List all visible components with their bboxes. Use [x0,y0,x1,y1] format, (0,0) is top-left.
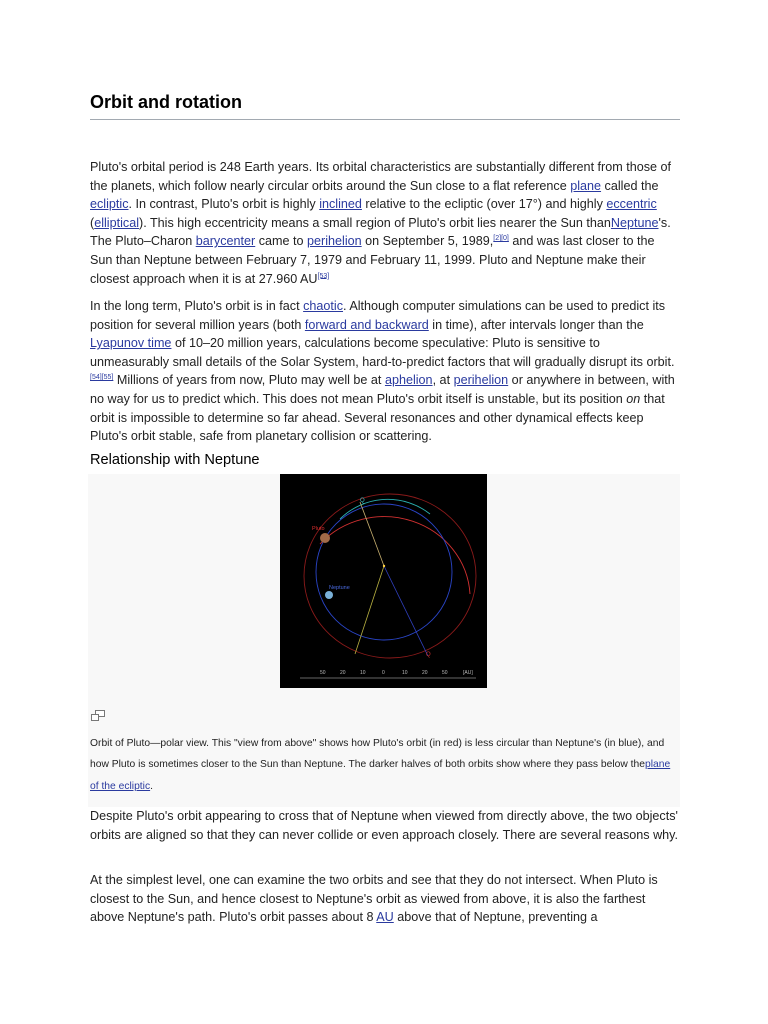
scale-tick-label: 20 [340,670,346,676]
link-chaotic[interactable]: chaotic [303,299,344,313]
link-au[interactable]: AU [376,910,394,925]
text: that orbit is impossible to determine so far ahead. Several resonances and other dynamical effects keep Pluto's orbit stable, safe from planetary collision or scattering. [90,391,665,444]
link-aphelion[interactable]: aphelion [384,373,433,388]
text: 's. The Pluto–Charon [90,215,671,249]
reference-link[interactable]: [53] [317,272,330,280]
text: of 10–20 million years, calculations become speculative: Pluto is sensitive to unmeasurably small details of the Solar System, hard-to-predict factors that will gradually disrupt its orbit. [90,336,675,369]
pluto-label: Pluto [312,526,325,532]
scale-tick-label: 0 [382,670,385,676]
paragraph-orbits-aligned: Despite Pluto's orbit appearing to cross that of Neptune when viewed from directly above, the two objects' orbits are aligned so that they can never collide or even approach closely. There are several reasons why. [90,809,679,842]
text: . In contrast, Pluto's orbit is highly [128,197,320,212]
text: In the long term, Pluto's orbit is in fact [90,299,304,313]
text: called the [601,178,659,193]
link-plane[interactable]: plane [570,178,602,193]
link-perihelion[interactable]: perihelion [453,373,509,388]
text: above that of Neptune, preventing a [393,910,598,925]
neptune-body [325,591,333,599]
scale-tick-label: 10 [360,670,366,676]
text: ( [90,215,95,230]
neptune-label: Neptune [329,585,350,591]
paragraph-orbital-period [90,158,680,288]
link-plane-of-the-ecliptic[interactable]: plane of the ecliptic [90,759,671,792]
reference-marker [318,272,330,279]
sun-marker [383,565,385,567]
link-perihelion[interactable]: perihelion [307,234,362,249]
text: and was last closer to the Sun than Neptune between February 7, 1979 and February 11, 1999. Pluto and Neptune make their closest approach when it is at 27.960 AU [90,234,655,286]
paragraph-chaotic-orbit [90,297,680,446]
text: Millions of years from now, Pluto may well be at [113,373,385,388]
pluto-body [320,533,330,543]
link-neptune[interactable]: Neptune [610,215,659,230]
scale-tick-label: 10 [402,670,408,676]
text: came to [255,234,308,249]
caption-text: . [150,780,153,792]
section-heading: Orbit and rotation [90,92,680,120]
reference-marker [90,374,113,381]
paragraph-simplest-level [90,871,680,927]
q-marker-top: Q [360,498,365,504]
figure-caption [90,733,678,797]
link-elliptical[interactable]: elliptical [94,215,140,230]
text: in time), after intervals longer than the [428,317,644,332]
link-inclined[interactable]: inclined [319,197,362,212]
scale-unit-label: [AU] [463,670,473,676]
text: ). This high eccentricity means a small region of Pluto's orbit lies nearer the Sun than [139,215,611,230]
q-marker-bottom: Q [426,652,431,658]
text: Pluto's orbital period is 248 Earth years. Its orbital characteristics are substantially different from those of the planets, which follow nearly circular orbits around the Sun close to a flat reference [90,160,672,193]
scale-tick-label: 50 [442,670,448,676]
scale-tick-label: 20 [422,670,428,676]
link-eccentric[interactable]: eccentric [606,197,657,212]
reference-link[interactable]: [2][0] [493,235,509,243]
caption-text: Orbit of Pluto—polar view. This "view from above" shows how Pluto's orbit (in red) is less circular than Neptune's (in blue), and how Pluto is sometimes closer to the Sun than Neptune. The darker halves of both orbits show where they pass below the [90,738,665,771]
scale-tick-label: 50 [320,670,326,676]
reference-marker [493,235,509,242]
link-ecliptic[interactable]: ecliptic [90,197,129,212]
text: relative to the ecliptic (over 17°) and highly [361,197,607,212]
orbit-diagram-image[interactable] [280,474,487,688]
text: . Although computer simulations can be used to predict its position for several million years (both [90,299,666,332]
link-lyapunov-time[interactable]: Lyapunov time [90,336,172,351]
subsection-heading: Relationship with Neptune [90,452,260,468]
text: on September 5, 1989, [361,234,494,249]
text: At the simplest level, one can examine the two orbits and see that they do not intersect. When Pluto is closest to the Sun, and hence closest to Neptune's orbit as viewed from above, it is also the farthest above Neptune's path. Pluto's orbit passes about 8 [90,873,658,925]
figure-box [88,474,680,807]
link-barycenter[interactable]: barycenter [195,234,256,249]
link-forward-and-backward[interactable]: forward and backward [304,317,429,332]
text: , at [432,373,454,388]
reference-link[interactable]: [54][55] [90,374,114,382]
emphasis: on [626,391,641,406]
text: or anywhere in between, with no way for us to predict which. This does not mean Pluto's orbit itself is unstable, but its position [90,373,675,406]
enlarge-icon[interactable] [91,708,105,719]
